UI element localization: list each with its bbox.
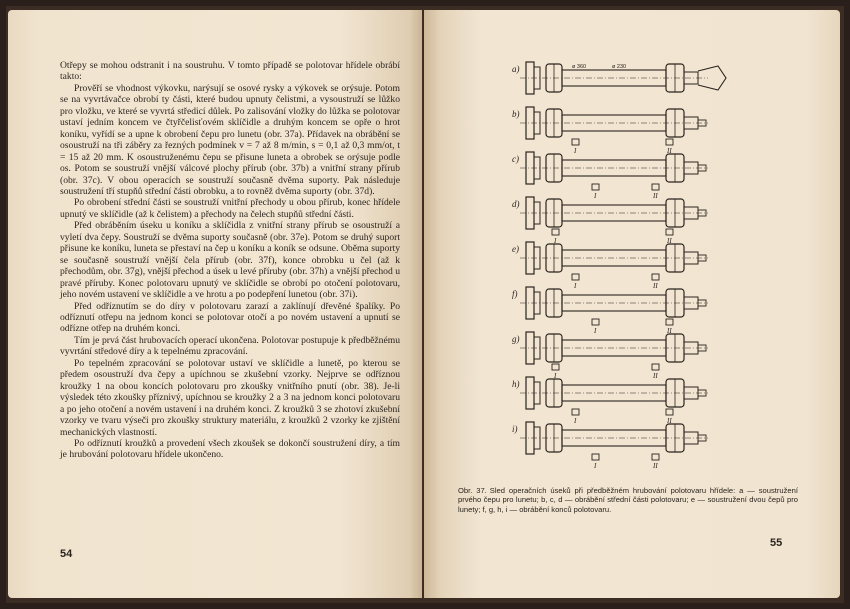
paragraph: Před obráběním úseku u koníku a sklíčidla z vnitřní strany přírub se osoustruží a vyletí dva čepy. Soustruží se dvěma suporty současně (obr. 37e). Potom se druhý suport přisune ke koníku, luneta se přestaví na čep u koníku a koník se odsune. Oběma suporty se současně soustruží vnější čela přírub (obr. 37f), konce obrobku u čel (až k přechodům, obr. 37g), vnější přechod a úsek u levé příruby (obr. 37h) a vnější přechod u pravé příruby. Konec polotovaru upnutý ve sklíčidle se obrobí po otočení polotovaru, jeho novém ustavení ve sklíčidle a ve hrotu a po podepření lunetou (obr. 37i). (60, 220, 400, 301)
support-label: II (667, 327, 672, 335)
caption-label: Obr. 37. (458, 486, 487, 495)
support-label: I (594, 327, 597, 335)
tool-support (652, 454, 659, 460)
row-label: c) (512, 154, 519, 164)
support-label: II (653, 192, 658, 200)
support-label: I (574, 417, 577, 425)
tool-support (572, 409, 579, 415)
paragraph: Po tepelném zpracování se polotovar ustaví ve sklíčidle a lunetě, po kterou se předem osoustruží dva čepy a upíchnou se zkušební vzorky. Nejprve se odříznou kroužky 1 na obou koncích polotovaru pro zkoušky vnitřního pnutí (obr. 38). Je-li výsledek této zkoušky příznivý, upíchnou se kroužky 2 a 3 na jednom konci polotovaru a po jeho otočení a novém ustavení i na druhém konci. Z kroužků 3 se zhotoví zkušební vzorky ve tvaru výseči pro zkoušky struktury materiálu, z kroužků 2 vzorky ke zjištění mechanických vlastností. (60, 357, 400, 438)
support-label: II (667, 417, 672, 425)
row-label: a) (512, 64, 520, 74)
tool-support (666, 139, 673, 145)
tool-support (666, 409, 673, 415)
paragraph: Před odříznutím se do díry v polotovaru zarazí a zaklínují dřevěné špalíky. Po odříznutí otřepu na jednom konci se polotovar otočí a po novém ustavení a upnutí se odřízne otřep na druhém konci. (60, 300, 400, 335)
support-label: I (594, 192, 597, 200)
tool-support (552, 364, 559, 370)
paragraph: Po odříznutí kroužků a provedení všech zkoušek se dokončí soustružení díry, a tím je hrubování polotovaru hřídele ukončeno. (60, 437, 400, 461)
paragraph: Po obrobení střední části se soustruží vnitřní přechody u obou přírub, konec hřídele upnutý ve sklíčidle (až k čelistem) a přechody na čelech stupňů střední části. (60, 197, 400, 220)
caption-text: Sled operačních úseků při předběžném hrubování polotovaru hřídele: a — soustružení prvého čepu pro lunetu; b, c, d — obrábění střední části polotovaru; e — soustružení dvou čepů pro lunety; f, g, h, i — obrábění konců polotovaru. (458, 486, 798, 514)
tool-support (592, 184, 599, 190)
body-text (60, 60, 400, 461)
support-label: I (554, 372, 557, 380)
support-label: II (653, 462, 658, 470)
dimension-label: ø 360 (572, 64, 587, 70)
support-label: II (653, 282, 658, 290)
left-page (8, 10, 422, 598)
tool-support (652, 364, 659, 370)
row-label: i) (512, 424, 518, 434)
tool-support (572, 274, 579, 280)
tool-support (592, 454, 599, 460)
row-label: f) (512, 289, 518, 299)
paragraph: Tím je prvá část hrubovacích operací ukončena. Polotovar postupuje k předběžnému vyvrtání středové díry a k tepelnému zpracování. (60, 334, 400, 358)
tool-support (652, 274, 659, 280)
tool-support (592, 319, 599, 325)
page-number-right: 55 (770, 537, 783, 549)
figure-37 (512, 56, 812, 476)
tool-support (572, 139, 579, 145)
paragraph: Otřepy se mohou odstranit i na soustruhu. V tomto případě se polotovar hřídele obrábí takto: (60, 60, 400, 83)
tool-support (666, 319, 673, 325)
figure-caption (458, 486, 798, 514)
tool-support (666, 229, 673, 235)
support-label: I (594, 462, 597, 470)
row-label: b) (512, 109, 520, 119)
page-number-left: 54 (60, 548, 73, 560)
book-spread (6, 6, 844, 603)
dimension-label: ø 230 (612, 64, 627, 70)
support-label: I (574, 147, 577, 155)
right-page (424, 10, 840, 598)
support-label: II (667, 147, 672, 155)
row-label: g) (512, 334, 520, 344)
tailstock-centre (698, 66, 726, 90)
row-label: e) (512, 244, 519, 254)
row-label: d) (512, 199, 520, 209)
row-label: h) (512, 379, 520, 389)
support-label: II (653, 372, 658, 380)
paragraph: Prověří se vhodnost výkovku, narýsují se osové rysky a výkovek se orýsuje. Potom se na vyvrtávačce obrobí ty části, které budou upnuty čelistmi, a vysoustruží se lůžko pro vložku, ve které se vyvrtá středicí důlek. Po zalisování vložky do lůžka se polotovar ustaví jedním koncem ve čtyřčelisťovém sklíčidle a druhým koncem se opře o hrot koníku, vyřídí se a upne k obrobení čepu pro lunetu (obr. 37a). Přídavek na obrábění se osoustruží na tři záběry za řezných podmínek v = 7 až 8 m/min, s = 0,1 až 0,3 mm/ot, t = 15 až 20 mm. K osoustruženému čepu se přisune luneta a obrobek se orýsuje podle os. Potom se soustruží vnější válcové plochy přírub (obr. 37b) a vnitřní strany přírub (obr. 37c). V obou operacích se soustruží současně dvěma suporty. Pak následuje soustružení tří stupňů střední části obrobku, a to rovněž dvěma suporty (obr. 37d). (60, 82, 400, 197)
tool-support (652, 184, 659, 190)
support-label: II (667, 237, 672, 245)
tool-support (552, 229, 559, 235)
support-label: I (574, 282, 577, 290)
support-label: I (554, 237, 557, 245)
shaft-operations-diagram (512, 56, 812, 476)
